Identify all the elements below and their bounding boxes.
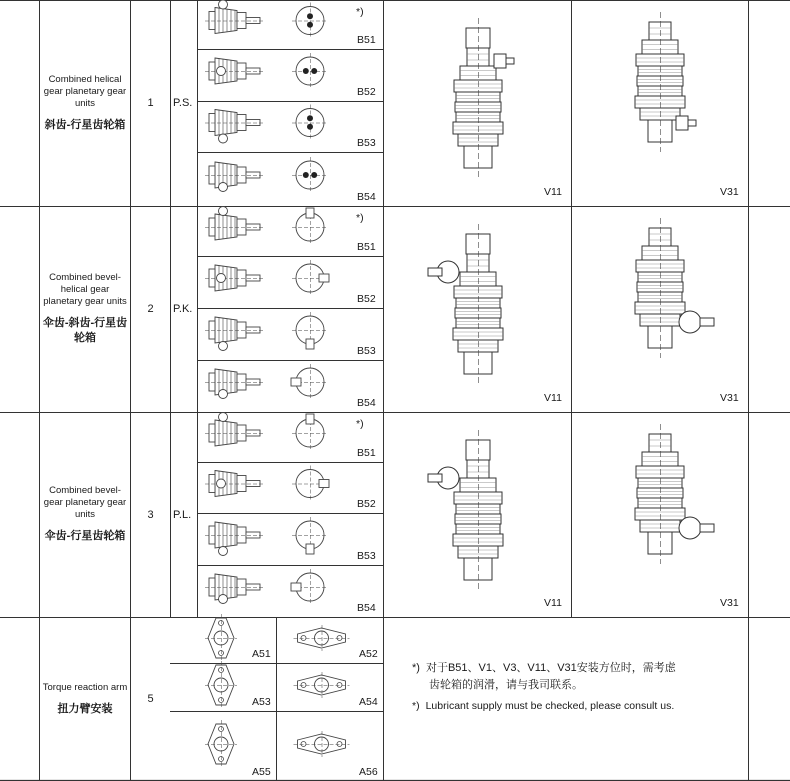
note-en-marker: *) [412, 700, 420, 712]
row-description [40, 206, 130, 412]
torque-description [40, 617, 130, 781]
mount-label-b53: B53 [357, 137, 376, 149]
row-description [40, 412, 130, 617]
mount-label-b52: B52 [357, 498, 376, 510]
description-en: Combined bevel-gear planetary gear units [43, 485, 127, 520]
torque-arm-label-a55: A55 [252, 766, 271, 778]
note-zh-line2-wrap [412, 677, 742, 694]
mount-drawing-b54 [205, 157, 328, 193]
mount-drawing-b51 [205, 413, 328, 452]
description-zh: 斜齿-行星齿轮箱 [44, 118, 126, 131]
mount-label-b53: B53 [357, 345, 376, 357]
torque-description-zh: 扭力臂安装 [57, 702, 113, 715]
vertical-label-v31: V31 [720, 186, 739, 198]
gear-code [173, 0, 197, 206]
mount-label-b54: B54 [357, 397, 376, 409]
torque-arm-drawing-a52 [294, 625, 350, 651]
gear-code-text: P.K. [173, 303, 193, 315]
description-en: Combined helical gear planetary gear units [43, 73, 127, 109]
row-number [131, 0, 170, 206]
vertical-drawing-v11 [453, 18, 514, 178]
vertical-label-v11: V11 [544, 186, 562, 198]
torque-arm-label-a52: A52 [359, 648, 378, 660]
torque-arm-label-a56: A56 [359, 766, 378, 778]
mount-label-b52: B52 [357, 293, 376, 305]
row-number [131, 412, 170, 617]
torque-arm-drawing-a51 [205, 614, 237, 662]
description-zh: 伞齿-行星齿轮箱 [44, 530, 126, 542]
mount-drawing-b52 [205, 53, 328, 89]
mount-label-b53: B53 [357, 550, 376, 562]
description-en: Combined bevel-helical gear planetary gear units [43, 272, 127, 307]
mount-label-b51: B51 [357, 241, 376, 253]
mount-drawing-b52 [205, 260, 329, 296]
mount-label-b54: B54 [357, 602, 376, 614]
vertical-label-v11: V11 [544, 392, 562, 404]
torque-number-text: 5 [147, 693, 154, 705]
mount-label-b52: B52 [357, 86, 376, 98]
row-description [40, 0, 130, 206]
torque-arm-label-a51: A51 [252, 648, 271, 660]
note-en [412, 698, 742, 715]
note-zh-line1: 对于B51、V1、V3、V11、V31安装方位时，需考虑 [425, 662, 676, 674]
note-en-text: Lubricant supply must be checked, please consult us. [425, 700, 675, 712]
torque-description-en: Torque reaction arm [42, 681, 128, 693]
mount-drawing-b53 [205, 312, 328, 351]
gear-code-text: P.S. [173, 97, 193, 109]
mount-label-b54: B54 [357, 191, 376, 203]
note-zh-line2: 齿轮箱的润滑，请与我司联系。 [429, 679, 583, 691]
mount-drawing-b54 [205, 569, 328, 605]
vertical-drawing-v11 [428, 430, 503, 590]
description-zh: 伞齿-斜齿-行星齿轮箱 [42, 317, 128, 344]
torque-arm-drawing-a56 [294, 731, 350, 757]
mount-drawing-b51 [205, 0, 328, 39]
row-number-text: 2 [147, 303, 154, 315]
vertical-drawing-v31 [635, 12, 696, 152]
vertical-label-v31: V31 [720, 392, 739, 404]
gear-code [173, 412, 197, 617]
row-number [131, 206, 170, 412]
gear-code-text: P.L. [173, 508, 192, 521]
torque-number [131, 617, 170, 781]
torque-arm-drawing-a54 [294, 672, 350, 698]
torque-arm-drawing-a55 [205, 720, 237, 768]
mount-label-b51: B51 [357, 447, 376, 459]
note-zh [412, 660, 742, 694]
note-marker: *) [356, 212, 364, 224]
torque-arm-drawing-a53 [205, 661, 237, 709]
vertical-label-v11: V11 [544, 597, 562, 609]
mount-label-b51: B51 [357, 34, 376, 46]
note-marker: *) [356, 6, 364, 18]
vertical-drawing-v31 [635, 424, 714, 564]
row-number-text: 1 [147, 97, 154, 109]
row-number-text: 3 [147, 508, 154, 521]
gear-code [173, 206, 197, 412]
torque-arm-label-a54: A54 [359, 696, 378, 708]
mount-drawing-b53 [205, 517, 328, 556]
vertical-drawing-v11 [428, 224, 503, 384]
vertical-drawing-v31 [635, 218, 714, 358]
note-zh-marker: *) [412, 662, 420, 674]
mount-drawing-b53 [205, 105, 328, 144]
mount-drawing-b54 [205, 364, 328, 400]
note-zh-line1-wrap [412, 660, 742, 677]
torque-arm-label-a53: A53 [252, 696, 271, 708]
mount-drawing-b52 [205, 466, 329, 502]
note-marker: *) [356, 418, 364, 430]
mount-drawing-b51 [205, 207, 328, 246]
vertical-label-v31: V31 [720, 597, 739, 609]
